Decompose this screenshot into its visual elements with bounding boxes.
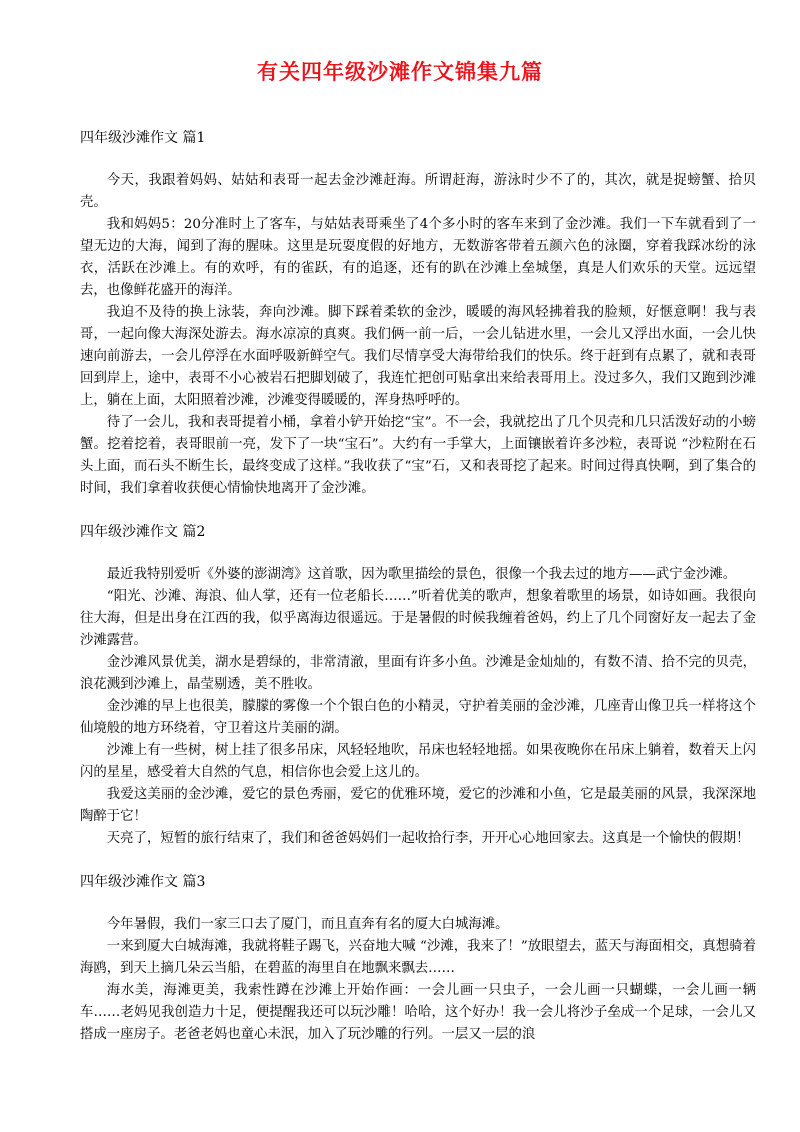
paragraph: 我和妈妈5：20分准时上了客车，与姑姑表哥乘坐了4个多小时的客车来到了金沙滩。我们一下车就看到了一望无边的大海，闻到了海的腥味。这里是玩耍度假的好地方，无数游客带着五颜六色的泳圈，穿着我踩冰纷的泳衣，活跃在沙滩上。有的欢呼，有的雀跃，有的追逐，还有的趴在沙滩上垒城堡，真是人们欢乐的天堂。远远望去，也像鲜花盛开的海洋。 [80,217,756,298]
paragraph: 海水美，海滩更美，我索性蹲在沙滩上开始作画：一会儿画一只虫子，一会儿画一只蝴蝶，一会儿画一辆车……老妈见我创造力十足，便提醒我还可以玩沙雕！哈哈，这个好办！我一会儿将沙子垒成一个足球，一会儿又搭成一座房子。老爸老妈也童心未泯，加入了玩沙雕的行列。一层又一层的浪 [80,983,756,1042]
essay-section-3 [80,870,756,1046]
paragraph: 沙滩上有一些树，树上挂了很多吊床，风轻轻地吹，吊床也轻轻地摇。如果夜晚你在吊床上躺着，数着天上闪闪的星星，感受着大自然的气息，相信你也会爱上这儿的。 [80,743,756,780]
paragraph: 我爱这美丽的金沙滩，爱它的景色秀丽，爱它的优雅环境，爱它的沙滩和小鱼，它是最美丽的风景，我深深地陶醉于它！ [80,787,756,824]
paragraph: 今年暑假，我们一家三口去了厦门，而且直奔有名的厦大白城海滩。 [106,917,509,932]
essay-section-1 [80,126,756,520]
paragraph: 金沙滩风景优美，湖水是碧绿的，非常清澈，里面有许多小鱼。沙滩是金灿灿的，有数不清、拾不完的贝壳，浪花溅到沙滩上，晶莹剔透，美不胜收。 [80,655,756,692]
section-spacer [80,500,756,520]
paragraph: “阳光、沙滩、海浪、仙人掌，还有一位老船长……”听着优美的歌声，想象着歌里的场景，如诗如画。我很向往大海，但是出身在江西的我，似乎离海边很遥远。于是暑假的时候我缠着爸妈，约上了几个同窗好友一起去了金沙滩露营。 [80,589,756,648]
section-heading: 四年级沙滩作文 篇3 [80,874,206,890]
document-body [80,126,756,1046]
paragraph: 一来到厦大白城海滩，我就将鞋子踢飞，兴奋地大喊 “沙滩，我来了！”放眼望去，蓝天与海面相交，真想骑着海鸥，到天上摘几朵云当船，在碧蓝的海里自在地飘来飘去…… [80,939,756,976]
paragraph: 天亮了，短暂的旅行结束了，我们和爸爸妈妈们一起收拾行李，开开心心地回家去。这真是一个愉快的假期！ [106,831,750,846]
document-title: 有关四年级沙滩作文锦集九篇 [257,59,543,84]
section-spacer [80,544,756,564]
section-spacer [80,150,756,170]
section-spacer [80,894,756,914]
section-heading: 四年级沙滩作文 篇2 [80,524,206,540]
section-heading: 四年级沙滩作文 篇1 [80,130,206,146]
paragraph: 今天，我跟着妈妈、姑姑和表哥一起去金沙滩赶海。所谓赶海，游泳时少不了的，其次，就是捉螃蟹、拾贝壳。 [80,173,756,210]
paragraph: 金沙滩的早上也很美，朦朦的雾像一个个银白色的小精灵，守护着美丽的金沙滩，几座青山像卫兵一样将这个仙境般的地方环绕着，守卫着这片美丽的湖。 [80,699,756,736]
paragraph: 我迫不及待的换上泳装，奔向沙滩。脚下踩着柔软的金沙，暖暖的海风轻拂着我的脸颊，好惬意啊！我与表哥，一起向像大海深处游去。海水凉凉的真爽。我们俩一前一后，一会儿钻进水里，一会儿又浮出水面，一会儿快速向前游去，一会儿停浮在水面呼吸新鲜空气。我们尽情享受大海带给我们的快乐。终于赶到有点累了，就和表哥回到岸上，途中，表哥不小心被岩石把脚划破了，我连忙把创可贴拿出来给表哥用上。没过多久，我们又跑到沙滩上，躺在上面，太阳照着沙滩，沙滩变得暖暖的，浑身热呼呼的。 [80,305,756,408]
paragraph: 最近我特别爱听《外婆的澎湖湾》这首歌，因为歌里描绘的景色，很像一个我去过的地方——武宁金沙滩。 [106,567,737,582]
essay-section-2 [80,520,756,870]
section-spacer [80,850,756,870]
paragraph: 待了一会儿，我和表哥提着小桶，拿着小铲开始挖“宝”。不一会，我就挖出了几个贝壳和几只活泼好动的小螃蟹。挖着挖着，表哥眼前一亮，发下了一块“宝石”。大约有一手掌大，上面镶嵌着许多沙粒，表哥说 “沙粒附在石头上面，而石头不断生长，最终变成了这样。”我收获了“宝”石，又和表哥挖了起来。时间过得真快啊，到了集合的时间，我们拿着收获便心情愉快地离开了金沙滩。 [80,415,756,496]
